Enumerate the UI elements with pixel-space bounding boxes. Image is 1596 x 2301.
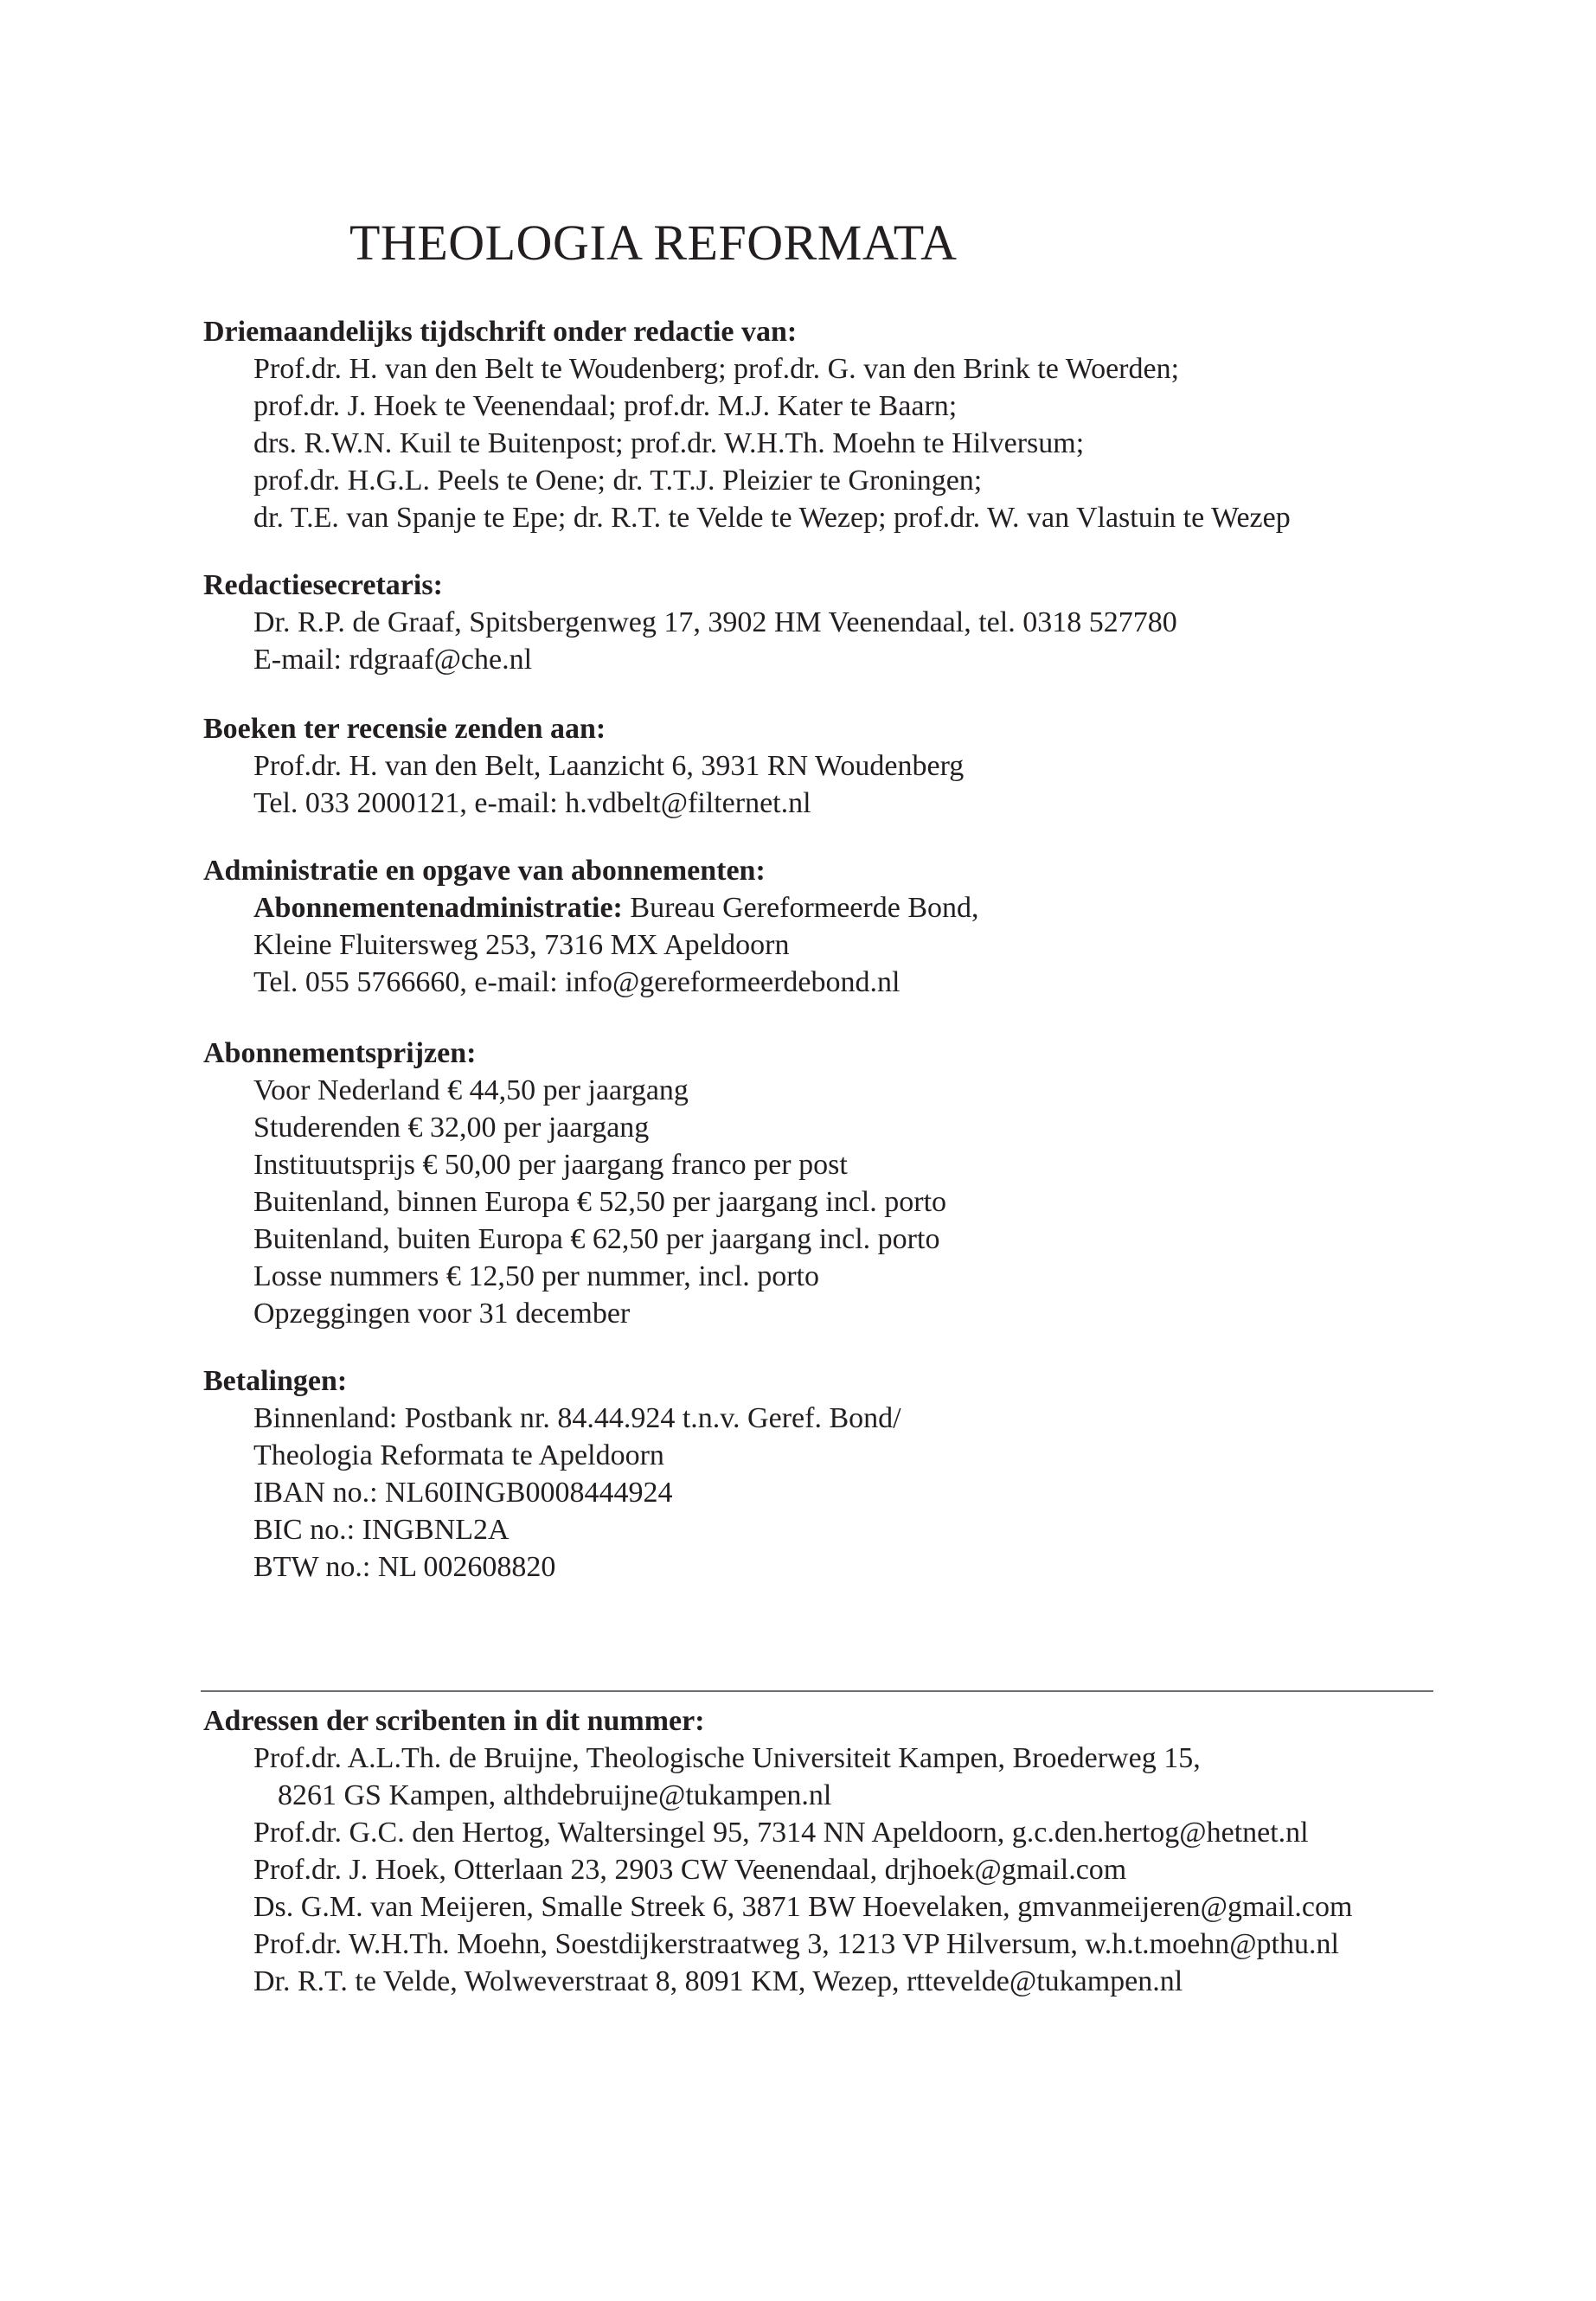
payment-line: Binnenland: Postbank nr. 84.44.924 t.n.v. Geref. Bond/ <box>253 1402 901 1434</box>
authors-heading: Adressen der scribenten in dit nummer: <box>203 1705 705 1737</box>
price-line: Voor Nederland € 44,50 per jaargang <box>253 1074 689 1106</box>
administration-contact: Tel. 055 5766660, e-mail: info@gereformeerdebond.nl <box>253 966 901 998</box>
editors-line: dr. T.E. van Spanje te Epe; dr. R.T. te Velde te Wezep; prof.dr. W. van Vlastuin te Wezep <box>253 502 1291 534</box>
author-line: Prof.dr. J. Hoek, Otterlaan 23, 2903 CW Veenendaal, drjhoek@gmail.com <box>253 1854 1127 1886</box>
secretary-section <box>203 567 1177 678</box>
author-line: Prof.dr. G.C. den Hertog, Waltersingel 95, 7314 NN Apeldoorn, g.c.den.hertog@hetnet.nl <box>253 1817 1309 1849</box>
administration-heading: Administratie en opgave van abonnementen: <box>203 855 766 887</box>
administration-office-name: Bureau Gereformeerde Bond, <box>622 892 979 924</box>
payment-line: IBAN no.: NL60INGB0008444924 <box>253 1477 673 1509</box>
secretary-email: E-mail: rdgraaf@che.nl <box>253 644 533 676</box>
author-line: Prof.dr. W.H.Th. Moehn, Soestdijkerstraatweg 3, 1213 VP Hilversum, w.h.t.moehn@pthu.nl <box>253 1928 1339 1960</box>
author-line: Ds. G.M. van Meijeren, Smalle Streek 6, 3871 BW Hoevelaken, gmvanmeijeren@gmail.com <box>253 1891 1353 1923</box>
authors-section <box>203 1702 1352 2000</box>
price-line: Losse nummers € 12,50 per nummer, incl. porto <box>253 1260 819 1292</box>
reviews-address: Prof.dr. H. van den Belt, Laanzicht 6, 3931 RN Woudenberg <box>253 750 965 782</box>
editors-section <box>203 313 1291 536</box>
editors-line: drs. R.W.N. Kuil te Buitenpost; prof.dr. W.H.Th. Moehn te Hilversum; <box>253 427 1085 459</box>
prices-section <box>203 1035 946 1332</box>
author-line: Dr. R.T. te Velde, Wolweverstraat 8, 8091 KM, Wezep, rttevelde@tukampen.nl <box>253 1965 1183 1997</box>
price-line: Buitenland, binnen Europa € 52,50 per jaargang incl. porto <box>253 1186 947 1218</box>
editors-line: Prof.dr. H. van den Belt te Woudenberg; prof.dr. G. van den Brink te Woerden; <box>253 353 1180 385</box>
payment-line: BTW no.: NL 002608820 <box>253 1551 556 1583</box>
prices-heading: Abonnementsprijzen: <box>203 1037 477 1069</box>
author-line: 8261 GS Kampen, althdebruijne@tukampen.nl <box>278 1779 832 1811</box>
reviews-contact: Tel. 033 2000121, e-mail: h.vdbelt@filternet.nl <box>253 787 811 819</box>
payment-line: BIC no.: INGBNL2A <box>253 1514 510 1546</box>
reviews-section <box>203 710 964 822</box>
payments-section <box>203 1362 901 1586</box>
secretary-heading: Redactiesecretaris: <box>203 569 443 601</box>
payments-heading: Betalingen: <box>203 1365 348 1397</box>
price-line: Opzeggingen voor 31 december <box>253 1298 631 1330</box>
payment-line: Theologia Reformata te Apeldoorn <box>253 1439 664 1471</box>
reviews-heading: Boeken ter recensie zenden aan: <box>203 713 606 745</box>
editors-line: prof.dr. J. Hoek te Veenendaal; prof.dr. M.J. Kater te Baarn; <box>253 390 958 422</box>
administration-office <box>203 889 979 926</box>
author-line: Prof.dr. A.L.Th. de Bruijne, Theologische Universiteit Kampen, Broederweg 15, <box>253 1742 1201 1774</box>
section-divider <box>201 1690 1433 1692</box>
editors-heading: Driemaandelijks tijdschrift onder redactie van: <box>203 316 798 348</box>
price-line: Instituutsprijs € 50,00 per jaargang franco per post <box>253 1149 848 1181</box>
editors-line: prof.dr. H.G.L. Peels te Oene; dr. T.T.J. Pleizier te Groningen; <box>253 465 983 497</box>
secretary-address: Dr. R.P. de Graaf, Spitsbergenweg 17, 3902 HM Veenendaal, tel. 0318 527780 <box>253 606 1177 638</box>
administration-section <box>203 852 979 1001</box>
journal-title: THEOLOGIA REFORMATA <box>349 215 958 271</box>
administration-label: Abonnementenadministratie: <box>253 892 623 924</box>
administration-address: Kleine Fluitersweg 253, 7316 MX Apeldoorn <box>253 929 790 961</box>
price-line: Buitenland, buiten Europa € 62,50 per jaargang incl. porto <box>253 1223 940 1255</box>
price-line: Studerenden € 32,00 per jaargang <box>253 1112 650 1144</box>
